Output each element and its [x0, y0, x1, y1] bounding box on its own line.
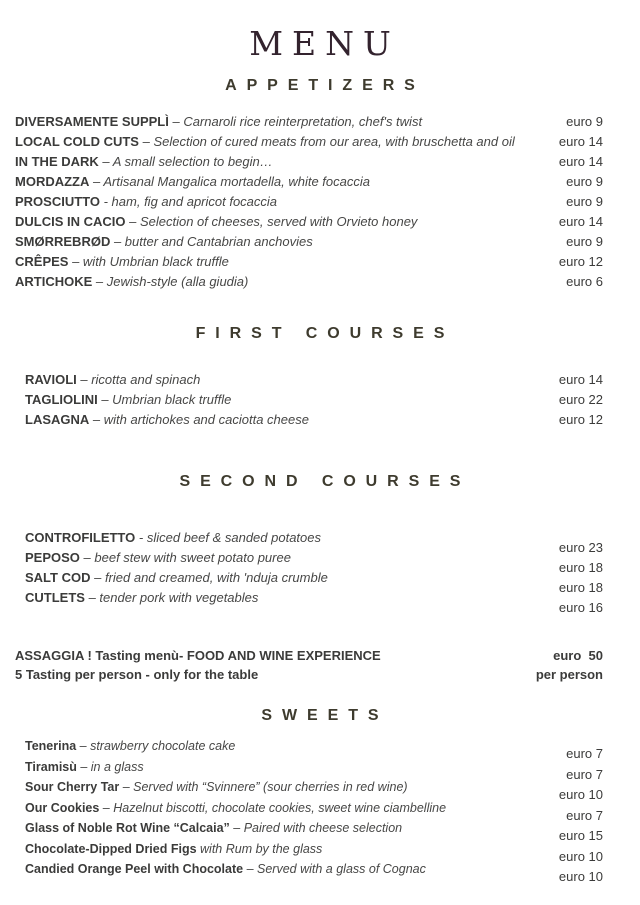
note-line: [15, 646, 603, 665]
menu-item-row: [15, 112, 603, 132]
menu-item-row: [25, 818, 603, 844]
item-text: [15, 132, 515, 152]
item-name: PROSCIUTTO: [15, 194, 100, 210]
item-name: IN THE DARK: [15, 154, 99, 170]
item-text: [25, 757, 144, 778]
item-price: euro 10: [558, 848, 603, 864]
item-text: [15, 172, 370, 192]
item-name: RAVIOLI: [25, 372, 77, 388]
item-price: euro 9: [566, 174, 603, 190]
menu-section-appetizers: [0, 76, 640, 292]
note-price: per person: [535, 667, 603, 683]
item-description: – Jewish-style (alla giudia): [92, 274, 249, 290]
item-text: [25, 390, 231, 410]
menu-item-row: [25, 390, 603, 410]
item-price: euro 12: [558, 412, 603, 428]
item-name: Chocolate-Dipped Dried Figs: [25, 841, 197, 856]
note-line: [15, 665, 603, 684]
item-description: – Selection of cheeses, served with Orvieto honey: [125, 214, 418, 230]
item-price: euro 14: [558, 372, 603, 388]
item-name: CUTLETS: [25, 590, 85, 606]
item-text: [25, 798, 446, 819]
item-description: – Umbrian black truffle: [97, 392, 232, 408]
note-text: 5 Tasting per person - only for the table: [15, 667, 259, 683]
item-description: – Artisanal Mangalica mortadella, white focaccia: [89, 174, 370, 190]
item-name: Glass of Noble Rot Wine “Calcaia”: [25, 821, 230, 836]
menu-item-row: [25, 548, 603, 576]
item-text: [15, 252, 229, 272]
item-name: LOCAL COLD CUTS: [15, 134, 139, 150]
item-description: – tender pork with vegetables: [84, 590, 259, 606]
menu-item-row: [25, 798, 603, 823]
menu-item-row: [15, 272, 603, 292]
item-name: SALT COD: [25, 570, 91, 586]
menu-item-row: [25, 588, 603, 616]
item-description: – fried and creamed, with 'nduja crumble: [90, 570, 328, 586]
item-description: – beef stew with sweet potato puree: [79, 550, 291, 566]
item-text: [15, 112, 422, 132]
item-text: [15, 272, 248, 292]
item-name: PEPOSO: [25, 550, 80, 566]
item-text: [25, 568, 328, 588]
item-price: euro 6: [566, 274, 603, 290]
menu-item-row: [25, 568, 603, 596]
item-price: euro 14: [558, 214, 603, 230]
item-text: [15, 152, 273, 172]
item-description: – in a glass: [76, 759, 144, 774]
item-text: [25, 839, 322, 860]
item-name: Our Cookies: [25, 800, 100, 815]
item-price: euro 18: [558, 560, 603, 576]
note-rows: [0, 646, 640, 684]
menu-section-first-courses: [0, 324, 640, 430]
item-name: Candied Orange Peel with Chocolate: [25, 862, 244, 877]
item-text: [25, 548, 291, 568]
section-heading-appetizers: APPETIZERS: [225, 77, 425, 95]
item-price: euro 7: [566, 766, 603, 782]
item-name: CONTROFILETTO: [25, 530, 136, 546]
item-text: [15, 192, 277, 212]
item-price: euro 18: [558, 580, 603, 596]
item-text: [25, 859, 426, 880]
item-price: euro 7: [566, 807, 603, 823]
menu-item-row: [15, 192, 603, 212]
item-name: LASAGNA: [25, 412, 90, 428]
section-rows: [0, 528, 640, 616]
item-price: euro 12: [558, 254, 603, 270]
menu-item-row: [25, 777, 603, 803]
menu-sections: [0, 76, 640, 885]
section-rows: [0, 370, 640, 430]
menu-item-row: [15, 252, 603, 272]
item-description: – Hazelnut biscotti, chocolate cookies, sweet wine ciambelline: [99, 800, 447, 815]
item-name: MORDAZZA: [15, 174, 90, 190]
item-description: – Carnaroli rice reinterpretation, chef's twist: [168, 114, 423, 130]
item-price: euro 23: [558, 540, 603, 556]
menu-item-row: [25, 370, 603, 390]
menu-item-row: [25, 859, 603, 885]
item-price: euro 9: [566, 234, 603, 250]
item-name: ARTICHOKE: [15, 274, 93, 290]
item-description: – A small selection to begin…: [98, 154, 273, 170]
item-price: euro 9: [566, 114, 603, 130]
menu-item-row: [25, 736, 603, 762]
item-text: [25, 528, 321, 548]
item-text: [15, 212, 417, 232]
menu-item-row: [25, 757, 603, 782]
item-name: Sour Cherry Tar: [25, 780, 120, 795]
section-rows: [0, 112, 640, 292]
item-name: SMØRREBRØD: [15, 234, 111, 250]
menu-item-row: [15, 212, 603, 232]
item-text: [25, 588, 258, 608]
menu-item-row: [15, 232, 603, 252]
item-description: – butter and Cantabrian anchovies: [110, 234, 313, 250]
item-text: [25, 736, 235, 757]
menu-item-row: [25, 839, 603, 864]
item-price: euro 10: [558, 869, 603, 885]
section-rows: [0, 736, 640, 885]
item-description: – strawberry chocolate cake: [76, 739, 236, 754]
menu-item-row: [15, 152, 603, 172]
item-description: with Rum by the glass: [196, 841, 323, 856]
item-description: – Selection of cured meats from our area, with bruschetta and oil: [138, 134, 515, 150]
item-text: [15, 232, 313, 252]
item-name: CRÊPES: [15, 254, 69, 270]
menu-section-second-courses: [0, 472, 640, 616]
item-price: euro 7: [566, 746, 603, 762]
section-heading-first-courses: FIRST COURSES: [195, 325, 455, 343]
note-text: ASSAGGIA ! Tasting menù- FOOD AND WINE EXPERIENCE: [15, 648, 381, 664]
item-name: DIVERSAMENTE SUPPLÌ: [15, 114, 169, 130]
menu-item-row: [15, 172, 603, 192]
item-description: – with Umbrian black truffle: [68, 254, 229, 270]
item-description: – with artichokes and caciotta cheese: [89, 412, 309, 428]
menu-section-sweets: [0, 706, 640, 885]
item-description: - sliced beef & sanded potatoes: [135, 530, 321, 546]
menu-item-row: [15, 132, 603, 152]
item-price: euro 14: [558, 134, 603, 150]
item-text: [25, 370, 200, 390]
item-description: - ham, fig and apricot focaccia: [100, 194, 278, 210]
item-text: [25, 777, 408, 798]
item-description: – Served with a glass of Cognac: [243, 862, 426, 877]
menu-item-row: [25, 528, 603, 556]
item-name: TAGLIOLINI: [25, 392, 98, 408]
item-name: Tiramisù: [25, 759, 77, 774]
item-description: – ricotta and spinach: [76, 372, 201, 388]
menu-item-row: [25, 410, 603, 430]
section-heading-second-courses: SECOND COURSES: [179, 473, 471, 491]
item-price: euro 10: [558, 787, 603, 803]
item-text: [25, 410, 309, 430]
item-price: euro 15: [558, 828, 603, 844]
tasting-menu-note: [0, 646, 640, 684]
item-text: [25, 818, 402, 839]
item-price: euro 16: [558, 600, 603, 616]
item-price: euro 14: [558, 154, 603, 170]
item-price: euro 9: [566, 194, 603, 210]
menu-title: MENU: [249, 24, 400, 63]
item-description: – Paired with cheese selection: [229, 821, 403, 836]
item-description: – Served with “Svinnere” (sour cherries in red wine): [119, 780, 408, 795]
item-name: Tenerina: [25, 739, 77, 754]
note-price: euro 50: [553, 648, 603, 664]
item-name: DULCIS IN CACIO: [15, 214, 126, 230]
section-heading-sweets: SWEETS: [261, 707, 389, 725]
item-price: euro 22: [558, 392, 603, 408]
